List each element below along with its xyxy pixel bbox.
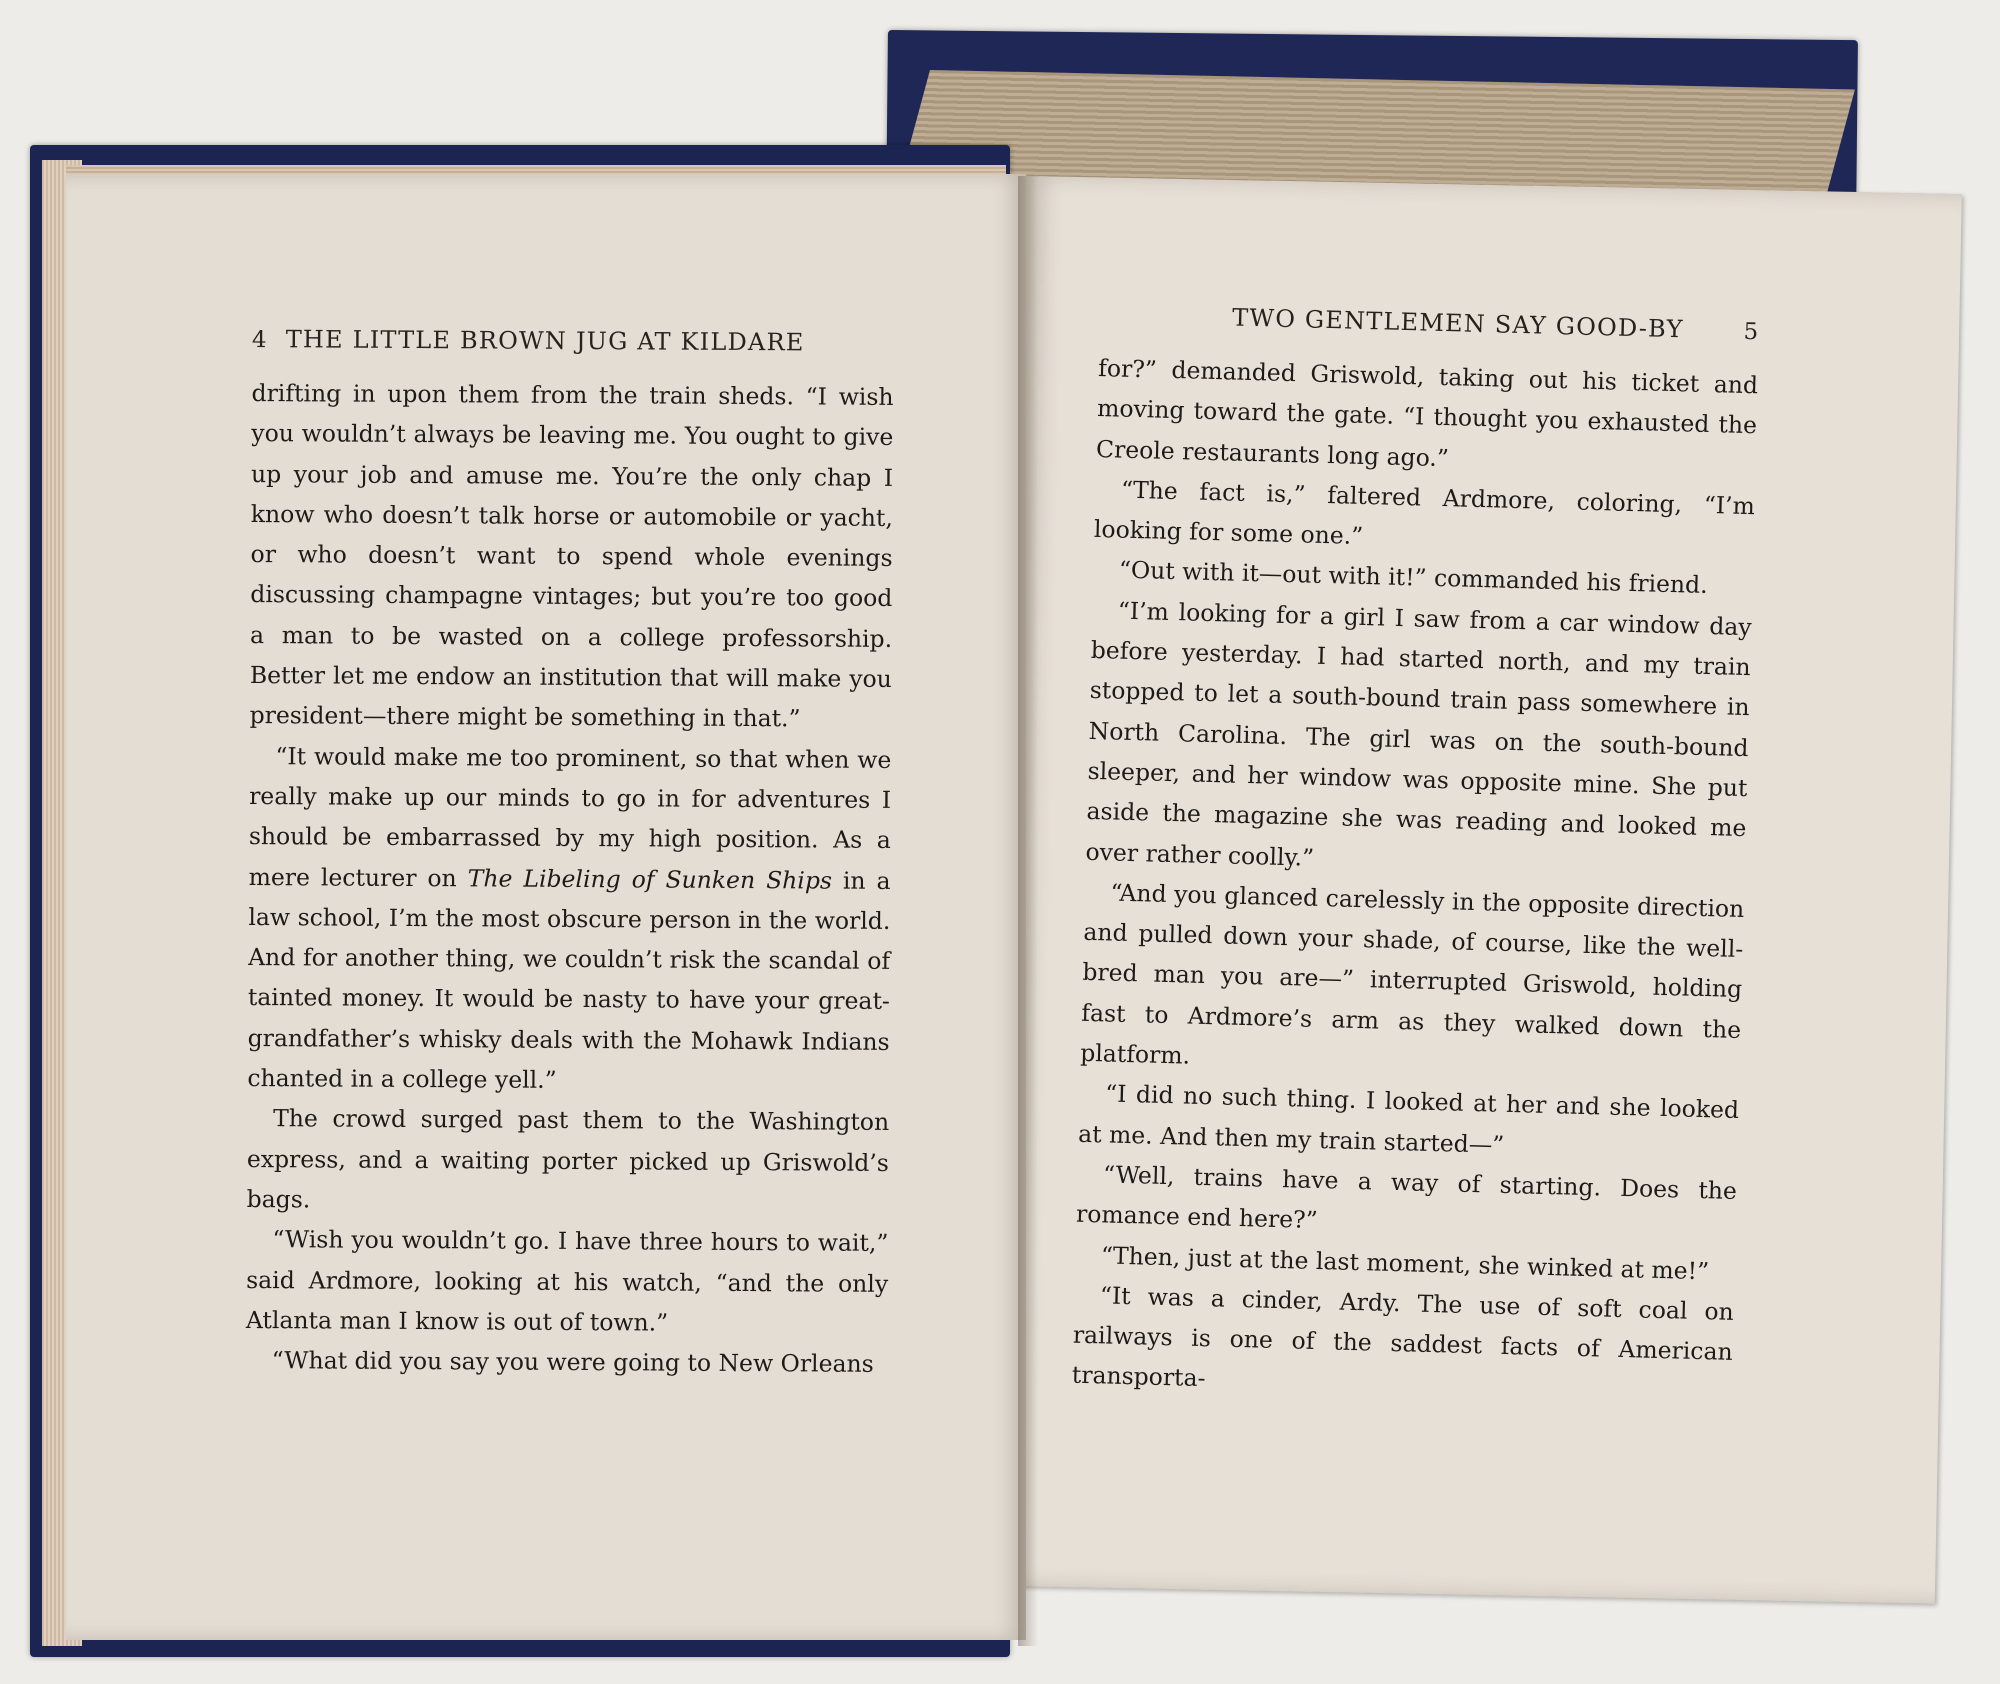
right-paragraph-8: “Then, just at the last moment, she winked at me!”: [1100, 1240, 1710, 1285]
right-paragraph-3: “Out with it—out with it!” commanded his friend.: [1118, 556, 1709, 600]
left-paragraph-2: [247, 736, 891, 1103]
left-page-number: 4: [251, 326, 268, 354]
left-paragraph-2-a: “It would make me too prominent, so that when we really make up our minds to go in for adventures I should be embarrassed by my high position. As a mere lecturer on: [248, 741, 892, 892]
left-running-title: THE LITTLE BROWN JUG AT KILDARE: [285, 325, 805, 357]
right-paragraph-4: “I’m looking for a girl I saw from a car window day before yesterday. I had started north, and my train stopped to let a south-bound train pass somewhere in North Carolina. The girl was on the south-bound sleeper, and her window was opposite mine. She put aside the magazine she was reading and looked me over rather coolly.”: [1085, 596, 1753, 872]
right-paragraph-9: “It was a cinder, Ardy. The use of soft coal on railways is one of the saddest facts of American transporta-: [1071, 1281, 1735, 1393]
left-paragraph-3: The crowd surged past them to the Washington express, and a waiting porter picked up Griswold’s bags.: [246, 1104, 890, 1214]
right-paragraph-5: “And you glanced carelessly in the opposite direction and pulled down your shade, of course, like the well-bred man you are—” interrupted Griswold, holding fast to Ardmore’s arm as they walked down the platform.: [1079, 878, 1745, 1070]
left-running-head: [252, 325, 894, 357]
right-paragraph-7: “Well, trains have a way of starting. Does the romance end here?”: [1075, 1160, 1738, 1235]
right-page-text: [1071, 300, 1759, 1413]
right-paragraph-1: for?” demanded Griswold, taking out his ticket and moving toward the gate. “I thought you exhausted the Creole restaurants long ago.”: [1095, 353, 1759, 472]
right-running-title: TWO GENTLEMEN SAY GOOD-BY: [1231, 303, 1684, 344]
right-paragraph-2: “The fact is,” faltered Ardmore, coloring, “I’m looking for some one.”: [1093, 475, 1756, 551]
left-paragraph-1: drifting in upon them from the train sheds. “I wish you wouldn’t always be leaving me. You ought to give up your job and amuse me. You’re the only chap I know who doesn’t talk horse or automobile or yacht, or who doesn’t want to spend whole evenings discussing champagne vintages; but you’re too good a man to be wasted on a college professorship. Better let me endow an institution that will make you president—there might be something in that.”: [249, 378, 894, 733]
left-paragraph-4: “Wish you wouldn’t go. I have three hours to wait,” said Ardmore, looking at his watch, “and the only Atlanta man I know is out of town.”: [245, 1225, 889, 1337]
left-paragraph-2-b: in a law school, I’m the most obscure person in the world. And for another thing, we couldn’t risk the scandal of tainted money. It would be nasty to have your great-grandfather’s whisky deals with the Mohawk Indians chanted in a college yell.”: [247, 866, 891, 1094]
right-paragraph-6: “I did no such thing. I looked at her and she looked at me. And then my train started—”: [1077, 1079, 1740, 1159]
left-paragraph-5: “What did you say you were going to New Orleans: [271, 1346, 874, 1378]
book-title-italic: The Libeling of Sunken Ships: [467, 863, 833, 895]
right-page-number: 5: [1743, 318, 1760, 346]
gutter-shadow: [1018, 176, 1038, 1646]
left-page-text: [246, 325, 894, 1384]
